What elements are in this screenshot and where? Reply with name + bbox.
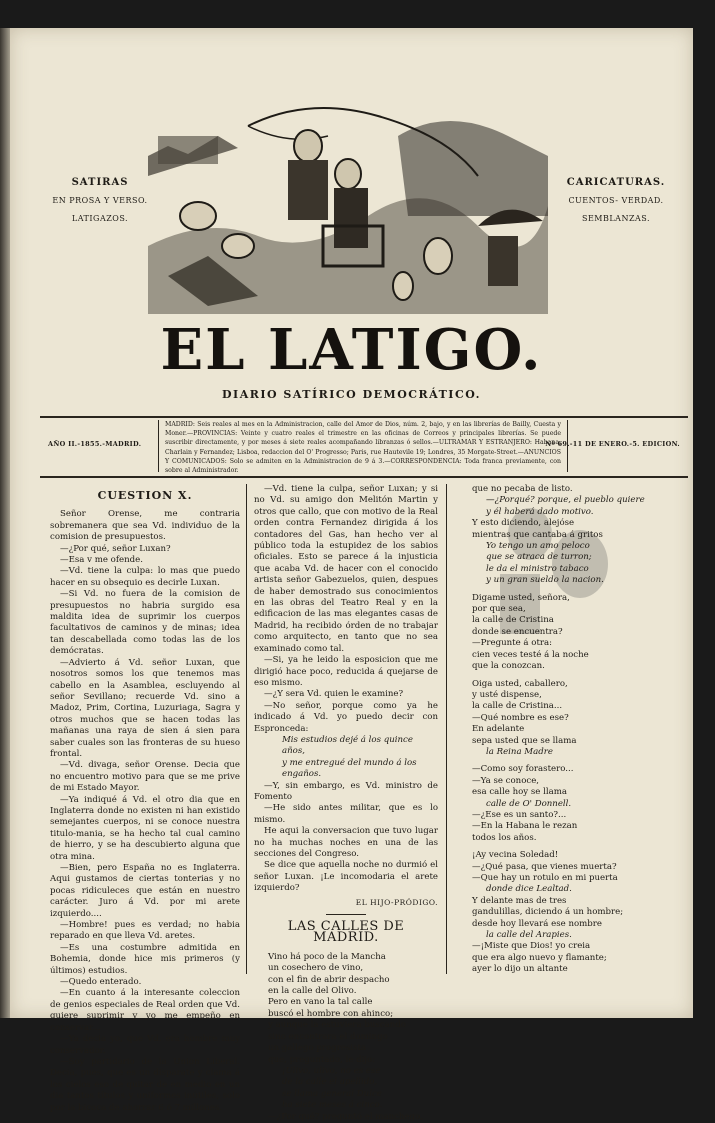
- verse-line: sepa usted que se llama: [472, 735, 577, 746]
- feature-latigazos: LATIGAZOS.: [71, 214, 129, 223]
- verse-line: Y delante mas de tres: [472, 895, 567, 906]
- masthead-illustration: [148, 96, 548, 314]
- verse-line: —¿Por qué? preguntó el manchego,: [268, 1111, 423, 1122]
- verse-line: ayer lo dijo un altante: [472, 964, 568, 975]
- column-2: [254, 484, 438, 1122]
- verse-block: [254, 952, 438, 1123]
- verse-line: buscó el hombre con ahinco;: [268, 1008, 394, 1019]
- paragraph: —¿Por qué, señor Luxan?: [60, 543, 171, 554]
- bottom-rule: [40, 476, 688, 478]
- verse-line: Digame usted, señora,: [472, 592, 570, 603]
- verse-line: en la calle del Olivo.: [268, 986, 357, 997]
- verse-line: —Pregunte á otra:: [472, 638, 553, 649]
- paragraph: —¿Y sera Vd. quien le examine?: [264, 689, 404, 700]
- verse-line: —¿Porqué? porque, el pueblo quiere: [486, 495, 645, 506]
- verse-line: le da el ministro tabaco: [486, 563, 589, 574]
- verse-line: —¡Miste que Dios! yo creia: [472, 941, 591, 952]
- paragraph: —Y, sin embargo, es Vd. ministro de Fomento: [254, 780, 438, 802]
- feature-cuentos: CUENTOS- VERDAD.: [568, 196, 664, 205]
- column-3: [458, 484, 648, 1024]
- column-1: [50, 484, 240, 1113]
- feature-satiras: SATIRAS: [71, 177, 129, 188]
- verse-line: que la conozcan.: [472, 661, 545, 672]
- verse-line: de la calle el apellido,: [282, 1077, 378, 1088]
- verse-line: calle de O' Donnell.: [486, 798, 572, 809]
- left-features: [40, 174, 160, 228]
- verse-line: la calle de Cristina: [472, 615, 554, 626]
- verse-line: gandulillas, diciendo á un hombre;: [472, 907, 624, 918]
- subscription-bar: [44, 418, 684, 474]
- column-separator-2: [446, 484, 447, 974]
- verse-line: todos los años.: [472, 832, 537, 843]
- article-heading-calles: LAS CALLES DE MADRID.: [287, 919, 405, 946]
- verse-line: esa calle hoy se llama: [472, 787, 568, 798]
- paragraph: —Soy partidario de la Union Liberal. Decia, pues, que es un disparate y clama á los cielos eso de quitar de en medio en un dia tantos títulos y uniformes inútiles, solo por la bicoca de ahorrar 6 ó 7 millones.: [50, 1056, 240, 1113]
- paragraph: —Vd. tiene la culpa: lo mas que puedo hacer en su obsequio es decirle Luxan.: [50, 566, 240, 588]
- paragraph: Señor Orense, me contraria sobremanera que sea Vd. individuo de la comision de presupuestos.: [50, 509, 240, 543]
- article-signature: EL HIJO-PRÓDIGO.: [355, 897, 438, 907]
- verse-line: y él haberá dado motivo.: [486, 506, 594, 517]
- verse-line: —Qué nombre es ese?: [472, 712, 569, 723]
- paragraph: —Bien, pero España no es Inglaterra. Aqui gustamos de ciertas tonterias y no pocas ridiculeces que están en nuestro carácter. Juro á Vd. por mi arete izquierdo....: [50, 863, 240, 919]
- verse-line: —Que hay un rotulo en mi puerta: [472, 873, 618, 883]
- paragraph: —Quedo enterado.: [60, 977, 142, 988]
- verse-line: —¿Qué pasa, que vienes muerta?: [472, 861, 617, 872]
- paragraph: —No señor, porque como ya he indicado á Vd. yo puedo decir con Espronceda:: [254, 700, 438, 734]
- paragraph: —Ya decia yo, que Vd. era hombre muy conservador.: [50, 1034, 240, 1056]
- verse-line: Oiga usted, caballero,: [472, 678, 568, 689]
- paragraph: —Vd. tiene la culpa, señor Luxan; y si no Vd. su amigo don Melitón Martin y otros que callo, que con motivo de la Real orden contra Fernandez dirigida á los contadores del Gas, han hecho ver al público toda la estupidez de los sabios oficiales. Esto se parece á la injusticia que acaba Vd. de hacer con el conocido artista señor Gabezuelos, quien, despues de haber demostrado sus conocimientos en las obras del Teatro Real y en la edificacion de las mas elegantes casas de Madrid, ha recibido órden de no trabajar como arquitecto, en tanto que no sea examinado como tal.: [254, 484, 438, 654]
- paragraph: —Si, ya he leido la esposicion que me dirigió hace poco, reducida á quejarse de eso mismo.: [254, 655, 438, 688]
- verse-line: desde hoy llevará ese nombre: [472, 918, 603, 929]
- verse-line: la calle de Cristina...: [472, 701, 563, 712]
- quote-line: y me entregué del mundo á los engaños.: [282, 757, 417, 780]
- verse-line: ¡Ulivo, ulivo, no es ese: [282, 1065, 381, 1076]
- verse-line: sino encontrara el domingo: [268, 1031, 388, 1042]
- newspaper-subtitle: DIARIO SATÍRICO DEMOCRÁTICO.: [222, 388, 481, 401]
- verse-line: se llama general Dulce: [282, 1088, 382, 1099]
- verse-line: —Ya se conoce,: [472, 775, 540, 786]
- paragraph: —Advierto á Vd. señor Luxan, que nosotros somos los que tenemos mas cabello en la Asamblea, escluyendo al señor Sevillano; recuerde Vd. sino a Madoz, Prim, Cortina, Luzuriaga, Sagra y otros muchos que se hacen todas las mañanas una raya de sien á sien para saber cuales son las fronteras de su hueso frontal.: [50, 657, 240, 759]
- paragraph: —En cuanto á la interesante coleccion de genios especiales de Real orden que Vd. quiere suprimir y yo me empeño en conservar...: [50, 988, 240, 1033]
- paragraph: Se dice que aquella noche no durmió el señor Luxan. ¡Le incomodaria el arete izquierdo?: [254, 860, 438, 894]
- verse-line: la Reina Madre: [486, 746, 553, 757]
- verse-line: y usté dispense,: [472, 689, 542, 700]
- right-features: [556, 174, 676, 228]
- section-divider: [326, 914, 366, 915]
- verse-line: —En la Habana le rezan: [472, 821, 578, 832]
- verse-line: que se atraca de turron;: [486, 552, 592, 563]
- verse-line: En adelante: [472, 724, 525, 735]
- paragraph: —Ya indiqué á Vd. el otro dia que en Inglaterra donde no existen ni han existido semejantes cuerpos, ni se conoce nuestra titulo-mania, se ha hecho tal cual camino de hierro, y se ha descubierto alguna que otra mina.: [50, 794, 240, 862]
- verse-line: Vino há poco de la Mancha: [268, 951, 386, 962]
- issue-number-date: Nº 69.-11 DE ENERO.-5. EDICION.: [545, 440, 680, 448]
- verse-line: por que sea,: [472, 604, 526, 615]
- verse-line: ¡Ay vecina Soledad!: [472, 850, 559, 861]
- paragraph: —Es una costumbre admitida en Bohemia, donde hice mis primeros (y últimos) estudios.: [50, 942, 240, 976]
- article-heading-cuestion: CUESTION X.: [97, 489, 193, 502]
- verse-line: Yo tengo un amo peloco: [486, 541, 590, 552]
- verse-line: ha siete meses á cinco.: [282, 1100, 383, 1111]
- paragraph: —Si Vd. no fuera de la comision de presupuestos no habria surgido esa maldita idea de suprimir los cuerpos facultativos de caminos y de minas; idea tan descabellada como todas las de los demócratas.: [50, 589, 240, 657]
- verse-line: que, preguntado, le dijo:: [268, 1054, 376, 1065]
- column-separator-1: [246, 484, 247, 974]
- verse-line: —¿Ese es un santo?...: [472, 809, 567, 820]
- paragraph: —He sido antes militar, que es lo mismo.: [254, 803, 438, 825]
- feature-semblanzas: SEMBLANZAS.: [581, 214, 651, 223]
- verse-line: Pero en vano la tal calle: [268, 997, 373, 1008]
- verse-line: mientras que cantaba á gritos: [472, 529, 603, 540]
- verse-line: Y esto diciendo, alejóse: [472, 518, 575, 529]
- verse-line: donde dice Lealtad.: [486, 884, 572, 895]
- verse-block: [458, 484, 648, 976]
- paragraph: —Hombre! pues es verdad; no habia reparado en que lleva Vd. aretes.: [50, 920, 240, 942]
- feature-prosa-verso: EN PROSA Y VERSO.: [52, 196, 148, 205]
- paragraph: —Vd. divaga, señor Orense. Decia que no encuentro motivo para que se me prive de mi Estado Mayor.: [50, 760, 240, 794]
- verse-line: con el fin de abrir despacho: [268, 974, 390, 985]
- verse-line: y aunque la estuviera buscando: [268, 1020, 406, 1031]
- verse-line: la calle del Arapies.: [486, 930, 572, 941]
- newspaper-page: [10, 28, 693, 1122]
- quote-line: Mis estudios dejé á los quince años,: [282, 734, 413, 757]
- paragraph: —Esa v me ofende.: [60, 555, 143, 566]
- verse-line: —Como soy forastero...: [472, 764, 574, 775]
- verse-line: un gallego progresista: [268, 1043, 367, 1054]
- verse-line: donde se encuentra?: [472, 626, 563, 637]
- newspaper-title: EL LATIGO.: [160, 317, 543, 383]
- subscription-info: MADRID: Seis reales al mes en la Administracion, calle del Amor de Dios, núm. 2, bajo, y en las librerías de Bailly, Cuesta y Moner.—PROVINCIAS: Veinte y cuatro reales el trimestre en las oficinas de Correos y principales librerías. Se puede suscribir directamente, y por meses á siete reales acompañando libranzas ó sellos.—ULTRAMAR Y ESTRANJERO: Habana, Charlain y Fernandez; Lisboa, redaccion del O' Progresso; Paris, rue Hautevile 19; Londres, 35 Morgate-Street.—ANUNCIOS Y COMUNICADOS: Solo se admiten en la Administracion de 9 á 3.—CORRESPONDENCIA: Toda franca previamente, con sobre al Administrador.: [158, 420, 568, 472]
- paragraph: He aqui la conversacion que tuvo lugar no ha muchas noches en una de las secciones del Congreso.: [254, 826, 438, 859]
- verse-line: un cosechero de vino,: [268, 963, 364, 974]
- feature-caricaturas: CARICATURAS.: [566, 177, 666, 188]
- verse-line: cien veces testé á la noche: [472, 649, 589, 660]
- verse-line: y un gran sueldo la nacion.: [486, 575, 604, 586]
- verse-line: que era algo nuevo y flamante;: [472, 952, 607, 963]
- verse-line: que no pecaba de listo.: [472, 484, 573, 494]
- issue-year-city: AÑO II.-1855.-MADRID.: [48, 440, 142, 448]
